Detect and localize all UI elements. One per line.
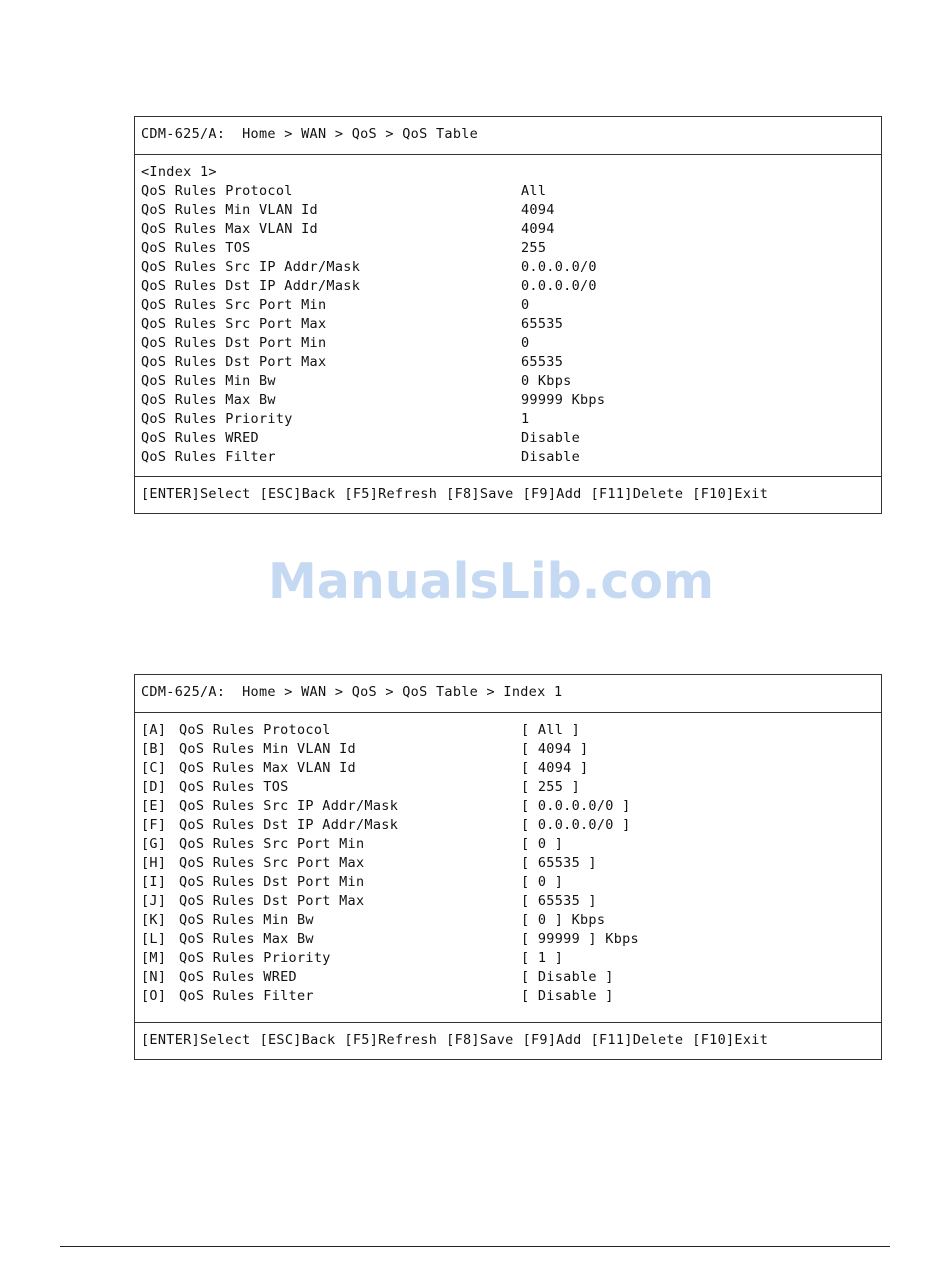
row-value: 0.0.0.0/0 — [521, 278, 597, 294]
row-value: [ Disable ] — [521, 969, 614, 985]
row-value: [ 0 ] — [521, 836, 564, 852]
row-value: 65535 — [521, 354, 564, 370]
table-row — [141, 220, 881, 239]
f9-add-key[interactable]: [F9]Add — [522, 1032, 582, 1048]
menu-item-filter[interactable] — [141, 987, 881, 1006]
menu-key: [F] — [141, 817, 167, 833]
menu-item-src-ip[interactable] — [141, 797, 881, 816]
table-row — [141, 391, 881, 410]
menu-key: [H] — [141, 855, 167, 871]
row-label: QoS Rules WRED — [141, 430, 259, 446]
row-label: QoS Rules Min Bw — [179, 912, 314, 928]
menu-key: [A] — [141, 722, 167, 738]
row-value: [ 65535 ] — [521, 893, 597, 909]
menu-key: [O] — [141, 988, 167, 1004]
row-value: 99999 Kbps — [521, 392, 606, 408]
row-label: QoS Rules Filter — [179, 988, 314, 1004]
row-label: QoS Rules Dst IP Addr/Mask — [179, 817, 399, 833]
menu-item-protocol[interactable] — [141, 721, 881, 740]
row-value: 4094 — [521, 202, 555, 218]
row-label: QoS Rules Max Bw — [179, 931, 314, 947]
menu-item-src-port-max[interactable] — [141, 854, 881, 873]
row-label: QoS Rules Src IP Addr/Mask — [141, 259, 361, 275]
table-row — [141, 239, 881, 258]
row-value: 1 — [521, 411, 530, 427]
row-value: [ Disable ] — [521, 988, 614, 1004]
row-value: Disable — [521, 430, 580, 446]
function-key-bar — [135, 476, 881, 514]
row-label: QoS Rules Min VLAN Id — [141, 202, 318, 218]
row-label: QoS Rules Dst Port Min — [179, 874, 365, 890]
row-value: [ 4094 ] — [521, 760, 589, 776]
qos-table-screen — [134, 116, 882, 514]
row-label: QoS Rules Max VLAN Id — [141, 221, 318, 237]
menu-item-max-bw[interactable] — [141, 930, 881, 949]
menu-item-wred[interactable] — [141, 968, 881, 987]
row-value: [ 99999 ] Kbps — [521, 931, 639, 947]
row-label: QoS Rules Dst Port Max — [141, 354, 327, 370]
enter-select-key[interactable]: [ENTER]Select — [141, 486, 251, 502]
f8-save-key[interactable]: [F8]Save — [446, 486, 514, 502]
row-value: [ 0.0.0.0/0 ] — [521, 798, 631, 814]
menu-item-min-vlan-id[interactable] — [141, 740, 881, 759]
row-label: QoS Rules Priority — [179, 950, 331, 966]
row-value: [ 0 ] — [521, 874, 564, 890]
f10-exit-key[interactable]: [F10]Exit — [692, 486, 769, 502]
enter-select-key[interactable]: [ENTER]Select — [141, 1032, 251, 1048]
row-label: QoS Rules Protocol — [179, 722, 331, 738]
row-value: [ 0 ] Kbps — [521, 912, 606, 928]
esc-back-key[interactable]: [ESC]Back — [259, 486, 336, 502]
row-value: 65535 — [521, 316, 564, 332]
f5-refresh-key[interactable]: [F5]Refresh — [344, 486, 438, 502]
qos-table-list — [135, 155, 881, 476]
menu-item-dst-port-min[interactable] — [141, 873, 881, 892]
menu-item-src-port-min[interactable] — [141, 835, 881, 854]
table-row — [141, 296, 881, 315]
qos-edit-list — [135, 713, 881, 1022]
menu-key: [C] — [141, 760, 167, 776]
row-label: QoS Rules TOS — [179, 779, 289, 795]
row-label: QoS Rules Max VLAN Id — [179, 760, 356, 776]
table-row — [141, 258, 881, 277]
table-row — [141, 277, 881, 296]
row-value: 0 — [521, 335, 530, 351]
row-value: [ 0.0.0.0/0 ] — [521, 817, 631, 833]
breadcrumb: CDM-625/A: Home > WAN > QoS > QoS Table > Index 1 — [135, 675, 881, 713]
row-label: QoS Rules Max Bw — [141, 392, 276, 408]
row-label: QoS Rules Min Bw — [141, 373, 276, 389]
table-row — [141, 315, 881, 334]
table-row — [141, 429, 881, 448]
table-row — [141, 201, 881, 220]
row-value: [ 255 ] — [521, 779, 580, 795]
menu-key: [N] — [141, 969, 167, 985]
row-label: QoS Rules Src Port Min — [179, 836, 365, 852]
f5-refresh-key[interactable]: [F5]Refresh — [344, 1032, 438, 1048]
table-row — [141, 410, 881, 429]
menu-key: [L] — [141, 931, 167, 947]
row-value: [ 65535 ] — [521, 855, 597, 871]
row-value: 0 — [521, 297, 530, 313]
menu-item-tos[interactable] — [141, 778, 881, 797]
row-label: QoS Rules Priority — [141, 411, 293, 427]
row-label: QoS Rules Src Port Max — [141, 316, 327, 332]
esc-back-key[interactable]: [ESC]Back — [259, 1032, 336, 1048]
row-value: 255 — [521, 240, 547, 256]
table-row — [141, 334, 881, 353]
row-value: Disable — [521, 449, 580, 465]
menu-item-max-vlan-id[interactable] — [141, 759, 881, 778]
row-value: All — [521, 183, 547, 199]
menu-key: [J] — [141, 893, 167, 909]
menu-item-dst-ip[interactable] — [141, 816, 881, 835]
breadcrumb: CDM-625/A: Home > WAN > QoS > QoS Table — [135, 117, 881, 155]
menu-item-min-bw[interactable] — [141, 911, 881, 930]
row-value: 0 Kbps — [521, 373, 572, 389]
table-row — [141, 448, 881, 467]
row-label: QoS Rules WRED — [179, 969, 297, 985]
function-key-bar — [135, 1022, 881, 1060]
row-label: QoS Rules Dst Port Min — [141, 335, 327, 351]
table-row — [141, 353, 881, 372]
row-label: QoS Rules Src Port Min — [141, 297, 327, 313]
f11-delete-key[interactable]: [F11]Delete — [590, 1032, 684, 1048]
row-label: QoS Rules Src Port Max — [179, 855, 365, 871]
row-value: 0.0.0.0/0 — [521, 259, 597, 275]
row-label: QoS Rules Dst Port Max — [179, 893, 365, 909]
qos-index-edit-screen — [134, 674, 882, 1060]
menu-key: [M] — [141, 950, 167, 966]
table-row — [141, 182, 881, 201]
row-label: QoS Rules Protocol — [141, 183, 293, 199]
f8-save-key[interactable]: [F8]Save — [446, 1032, 514, 1048]
table-row — [141, 372, 881, 391]
row-label: QoS Rules Src IP Addr/Mask — [179, 798, 399, 814]
row-value: [ 4094 ] — [521, 741, 589, 757]
watermark: ManualsLib.com — [268, 553, 715, 610]
row-value: [ All ] — [521, 722, 580, 738]
menu-item-dst-port-max[interactable] — [141, 892, 881, 911]
menu-key: [B] — [141, 741, 167, 757]
menu-key: [G] — [141, 836, 167, 852]
row-label: QoS Rules Dst IP Addr/Mask — [141, 278, 361, 294]
f11-delete-key[interactable]: [F11]Delete — [590, 486, 684, 502]
menu-key: [K] — [141, 912, 167, 928]
menu-item-priority[interactable] — [141, 949, 881, 968]
row-value: 4094 — [521, 221, 555, 237]
menu-key: [D] — [141, 779, 167, 795]
menu-key: [E] — [141, 798, 167, 814]
row-value: [ 1 ] — [521, 950, 564, 966]
index-label[interactable]: <Index 1> — [141, 164, 217, 180]
row-label: QoS Rules Min VLAN Id — [179, 741, 356, 757]
menu-key: [I] — [141, 874, 167, 890]
page-divider — [60, 1246, 890, 1247]
f10-exit-key[interactable]: [F10]Exit — [692, 1032, 769, 1048]
f9-add-key[interactable]: [F9]Add — [522, 486, 582, 502]
row-label: QoS Rules Filter — [141, 449, 276, 465]
row-label: QoS Rules TOS — [141, 240, 251, 256]
